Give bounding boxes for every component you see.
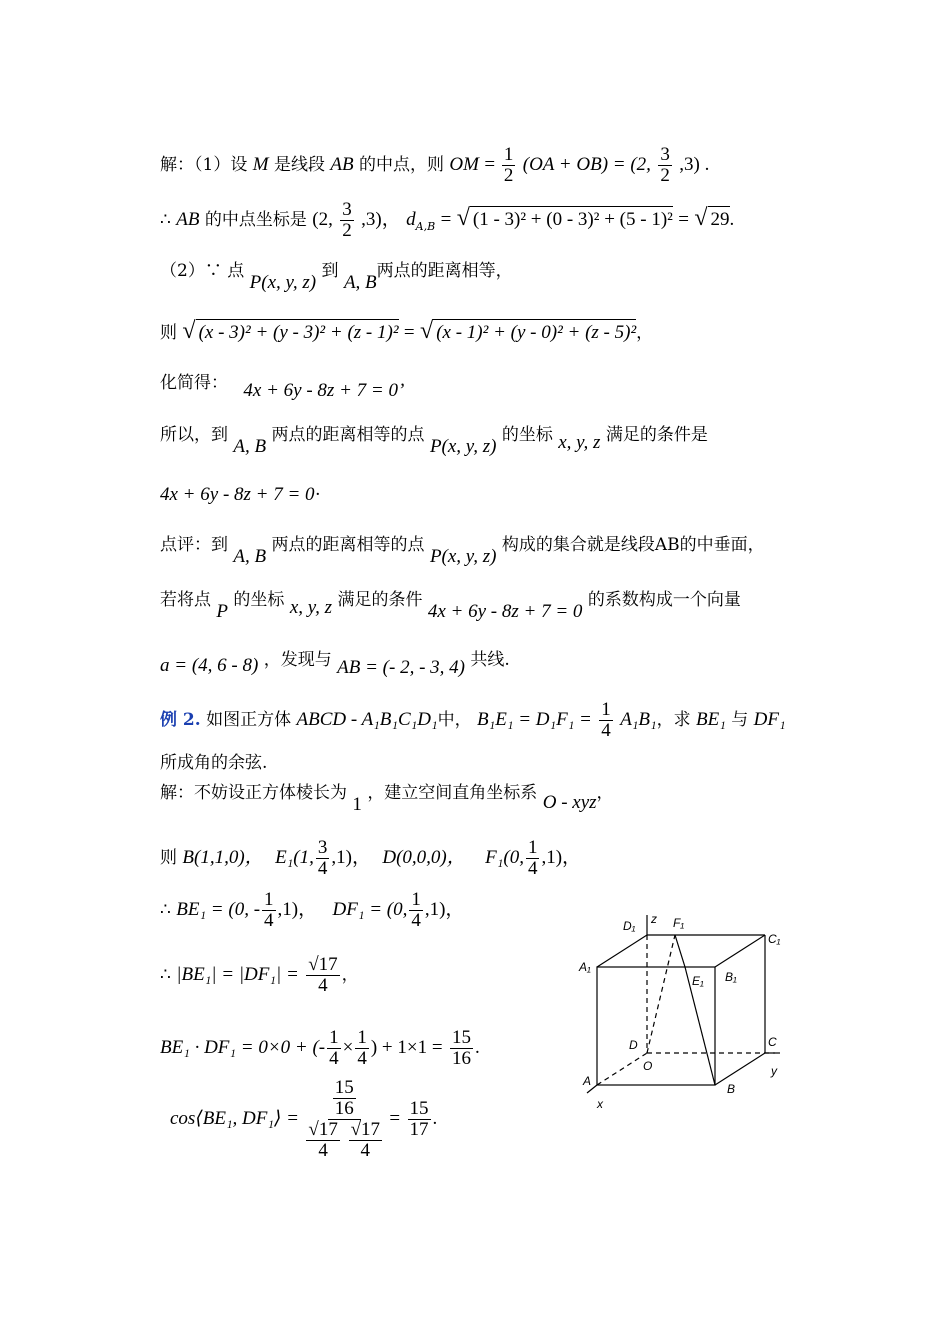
om-rhs: (OA + OB) = (2, — [522, 153, 651, 175]
text-and: 与 — [731, 709, 749, 730]
point-p: P(x, y, z) — [249, 272, 317, 293]
equals-3: = — [403, 322, 415, 343]
text-coeff-vector: 的系数构成一个向量 — [587, 590, 741, 610]
var-p: P — [216, 601, 229, 622]
cos-lhs: cos⟨BE₁, DF₁⟩ = — [170, 1107, 299, 1129]
vector-df1-close: ,1)， — [424, 898, 465, 920]
comment-line — [160, 530, 765, 567]
text-in: 中， — [437, 709, 472, 730]
example2-line — [160, 700, 786, 741]
equals-4: = — [389, 1107, 401, 1129]
fraction-dot-1: $\frac{1}{4}$ — [329, 1027, 339, 1069]
text-coord-system: ，建立空间直角坐标系 — [367, 783, 538, 803]
text-find: ，发现与 — [263, 650, 332, 670]
solution2-line — [160, 778, 614, 815]
text-to: 到 — [321, 261, 339, 281]
coordinates-line — [160, 838, 581, 879]
segment-df1 — [647, 935, 675, 1053]
fraction-15-17: $\frac{15}{17}$ — [409, 1097, 429, 1140]
vectors-line — [160, 890, 464, 931]
comma-3: ， — [341, 964, 359, 985]
equals-2: = — [678, 208, 689, 230]
point-p-2: P(x, y, z) — [429, 436, 497, 457]
norm-expression: |BE₁| = |DF₁| = — [176, 963, 299, 985]
text-coordinate-2: 的坐标 — [233, 590, 285, 610]
label-a1: A₁ — [579, 960, 591, 974]
plane-equation-1: 4x + 6y - 8z + 7 = 0’ — [243, 380, 405, 401]
label-d: D — [629, 1038, 638, 1052]
coord-d: D(0,0,0)， — [382, 846, 466, 868]
fraction-f1: $\frac{1}{4}$ — [527, 837, 538, 879]
period-2: . — [474, 1036, 480, 1058]
text-satisfy: 满足的条件 — [337, 590, 423, 610]
label-b: B — [727, 1082, 736, 1096]
label-y: y — [771, 1064, 777, 1078]
segment-a1b1: A₁B₁ — [620, 708, 657, 730]
vector-be1-close: ,1)， — [277, 898, 318, 920]
sqrt-29: 29 — [708, 206, 730, 230]
solution-lead: 解：（1）设 — [160, 154, 248, 175]
label-z: z — [651, 912, 657, 926]
point-p-3: P(x, y, z) — [429, 546, 497, 567]
var-ab: AB — [330, 153, 354, 175]
text-equal-points: 两点的距离相等的点 — [271, 425, 425, 445]
coord-f1-open: F₁(0, — [485, 846, 524, 868]
coord-f1-close: ,1)， — [541, 846, 582, 868]
text-simplify: 化简得： — [160, 373, 228, 393]
points-ab-3: A, B — [233, 546, 267, 567]
fraction-half: $\frac{1}{2}$ — [503, 144, 514, 186]
rhs-radicand: (x - 1)² + (y - 0)² + (z - 5)² — [433, 319, 636, 343]
text-then-2: 则 — [160, 847, 177, 868]
fraction-df1: $\frac{1}{4}$ — [411, 889, 421, 931]
distance-radicand: (1 - 3)² + (0 - 3)² + (5 - 1)² — [470, 206, 673, 230]
fraction-sqrt17: $\frac{√17}{4}$ — [308, 954, 338, 996]
vector-om: OM — [449, 153, 479, 175]
midpoint-distance-line: ∴ AB 的中点坐标是 (2, $\frac{3}{2}$ ,3)， $d_{A,B}$ = √ (1 - 3)² + (0 - 3)² + (5 - 1)² = √ 29. — [160, 199, 735, 241]
label-f1: F₁ — [673, 916, 685, 930]
therefore-symbol: ∴ — [160, 209, 171, 230]
label-c: C — [768, 1035, 777, 1049]
vars-xyz: x, y, z — [558, 432, 601, 453]
text-mid-coord: 的中点坐标是 — [204, 209, 307, 230]
om-tail: ,3) . — [679, 153, 710, 175]
line-df1: DF₁ — [753, 708, 786, 730]
period-3: . — [432, 1107, 438, 1129]
coord-e1-close: ,1)， — [331, 846, 371, 868]
text-condition: 满足的条件是 — [605, 425, 708, 445]
text-find-2: ，求 — [656, 709, 691, 730]
text-is-segment: 是线段 — [273, 154, 325, 175]
norms-line — [160, 955, 359, 996]
collinear-line — [160, 645, 510, 678]
times-sign: × — [342, 1036, 354, 1058]
text-perp-plane: 构成的集合就是线段AB的中垂面， — [501, 535, 765, 555]
cube-name: ABCD - A₁B₁C₁D₁ — [296, 708, 438, 730]
text-collinear: 共线. — [470, 650, 510, 670]
coord-e1-open: E₁(1, — [275, 846, 314, 868]
coord-close: ,3)， — [361, 208, 401, 230]
therefore-3: ∴ — [160, 964, 171, 985]
fraction-15-16: $\frac{15}{16}$ — [451, 1027, 471, 1069]
coord-system-name: O - xyz — [542, 792, 597, 813]
fraction-three-halves: $\frac{3}{2}$ — [660, 144, 670, 186]
distance-symbol: d — [406, 208, 416, 230]
label-x: x — [597, 1097, 603, 1111]
cosine-line — [170, 1078, 437, 1161]
example2-label: 例 2. — [160, 709, 201, 730]
comma-2: ， — [596, 783, 614, 803]
text-midpoint-then: 的中点，则 — [359, 154, 444, 175]
text-angle-cosine: 所成角的余弦. — [160, 753, 268, 773]
dot-mid: ) + 1×1 = — [370, 1036, 443, 1058]
solution2-lead: 解：不妨设正方体棱长为 — [160, 783, 347, 803]
comma-1: ， — [636, 323, 654, 343]
simplify-line — [160, 368, 405, 401]
vector-be1-open: BE₁ = (0, - — [176, 898, 261, 920]
dot-lhs: BE₁ · DF₁ = 0×0 + (- — [160, 1036, 326, 1058]
label-a: A — [583, 1074, 592, 1088]
text-if-point: 若将点 — [160, 590, 211, 610]
text-equal-distance: 两点的距离相等， — [376, 261, 513, 281]
label-b1: B₁ — [725, 970, 737, 984]
equation-line: 则 √ (x - 3)² + (y - 3)² + (z - 1)² = √ (x - 1)² + (y - 0)² + (z - 5)²， — [160, 318, 654, 344]
fraction-be1: $\frac{1}{4}$ — [264, 889, 274, 931]
example2-line2 — [160, 748, 267, 773]
vector-line — [160, 585, 741, 622]
vars-xyz-2: x, y, z — [289, 597, 333, 618]
period-1: . — [729, 208, 735, 230]
fraction-e1: $\frac{3}{4}$ — [317, 837, 328, 879]
fraction-three-halves-2: $\frac{3}{2}$ — [342, 199, 352, 241]
coord-b: B(1,1,0)， — [182, 846, 264, 868]
points-ab-2: A, B — [233, 436, 267, 457]
text-then: 则 — [160, 323, 177, 343]
fraction-quarter: $\frac{1}{4}$ — [601, 699, 611, 741]
conclusion-line — [160, 420, 708, 457]
line-be1: BE₁ — [696, 708, 726, 730]
dot-product-line — [160, 1028, 480, 1069]
fraction-dot-2: $\frac{1}{4}$ — [357, 1027, 367, 1069]
part2-lead: （2）∵ 点 — [160, 261, 245, 281]
cube-figure — [575, 905, 815, 1115]
dot-end: · — [314, 484, 321, 505]
text-equal-points-2: 两点的距离相等的点 — [271, 535, 425, 555]
var-ab-2: AB — [176, 208, 200, 230]
equals-1: = — [440, 208, 452, 230]
plane-equation-3: 4x + 6y - 8z + 7 = 0 — [427, 601, 583, 622]
lhs-radicand: (x - 3)² + (y - 3)² + (z - 1)² — [196, 319, 399, 343]
part2-lead-line — [160, 256, 513, 293]
distance-subscript: A,B — [415, 219, 436, 233]
therefore-2: ∴ — [160, 899, 171, 920]
cos-big-fraction: $\frac{15}{16}$ $\frac{√17}{4}$ $\frac{√17}{4}$ — [308, 1077, 381, 1161]
edge-length: 1 — [352, 794, 362, 815]
var-m: M — [252, 153, 269, 175]
text-as-shown: 如图正方体 — [206, 709, 292, 730]
comment-lead: 点评：到 — [160, 535, 228, 555]
vector-ab: AB = (- 2, - 3, 4) — [337, 657, 465, 678]
plane-equation-2: 4x + 6y - 8z + 7 = 0 — [160, 484, 315, 505]
label-c1: C₁ — [768, 932, 781, 946]
segment-relation: B₁E₁ = D₁F₁ = — [477, 708, 592, 730]
vector-a: a = (4, 6 - 8) — [160, 655, 259, 676]
label-o: O — [643, 1059, 653, 1073]
coord-open: (2, — [312, 208, 333, 230]
label-e1: E₁ — [692, 974, 704, 988]
vector-df1-open: DF₁ = (0, — [332, 898, 408, 920]
points-ab: A, B — [343, 272, 377, 293]
text-coordinate: 的坐标 — [501, 425, 553, 445]
label-d1: D₁ — [623, 919, 636, 933]
solution-part1-line: 解：（1）设 M 是线段 AB 的中点，则 OM = $\frac{1}{2}$ (OA + OB) = (2, $\frac{3}{2}$ ,3) . — [160, 144, 710, 186]
plane-equation-line — [160, 484, 321, 506]
text-so-to: 所以，到 — [160, 425, 228, 445]
